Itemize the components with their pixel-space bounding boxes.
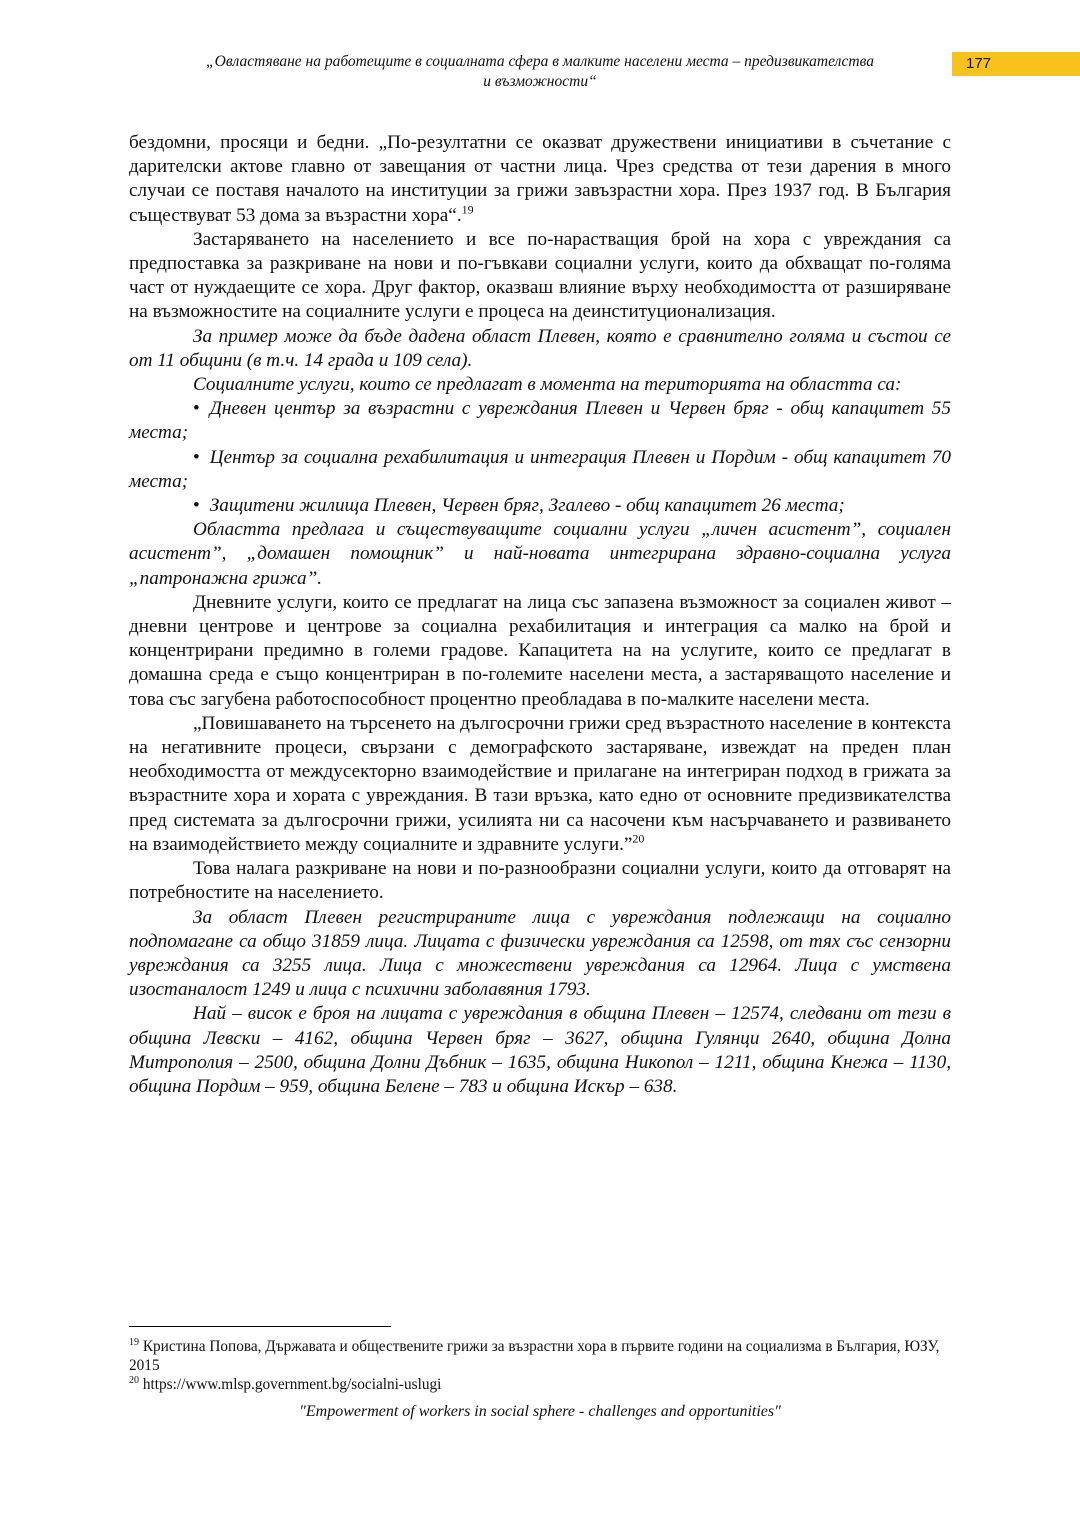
list-item-text: Защитени жилища Плевен, Червен бряг, Згалево - общ капацитет 26 места;: [209, 495, 845, 517]
footnote-text: Кристина Попова, Държавата и обществените грижи за възрастни хора в първите години на социализма в България, ЮЗУ, 2015: [129, 1338, 940, 1374]
paragraph: Областта предлага и съществуващите социални услуги „личен асистент”, социален асистент”, „домашен помощник” и най-новата интегрирана здравно-социална услуга „патронажна грижа”.: [129, 519, 951, 589]
list-item-text: Център за социална рехабилитация и интеграция Плевен и Пордим - общ капацитет 70 места;: [129, 446, 951, 492]
running-header: [120, 52, 960, 92]
paragraph-text: бездомни, просяци и бедни. „По-резултатни се оказват дружествени инициативи в съчетание с дарителски актове главно от завещания от частни лица. Чрез средства от тези дарения в много случаи се поставя началото на институции за грижи завъзрастни хора. През 1937 год. В България съществуват 53 дома за възрастни хора“.: [129, 132, 951, 226]
paragraph: [129, 712, 951, 857]
paragraph: Дневните услуги, които се предлагат на лица със запазена възможност за социален живот – дневни центрове и центрове за социална рехабилитация и интеграция са малко на брой и концентрирани предимно в големи градове. Капацитета на на услугите, които се предлагат в домашна среда е също концентриран в по-големите населени места, а застаряващото население и това със загубена работоспособност процентно преобладава в по-малките населени места.: [129, 591, 951, 710]
footnote-number: 19: [129, 1336, 139, 1348]
paragraph: Застаряването на населението и все по-нарастващия брой на хора с увреждания са предпоставка за разкриване на нови и по-гъвкави социални услуги, които да обхващат по-голяма част от нуждаещите се хора. Друг фактор, оказваш влияние върху необходимостта от разширяване на възможностите на социалните услуги е процеса на деинституционализация.: [129, 228, 951, 323]
footnotes: [129, 1337, 951, 1394]
footnote-link[interactable]: https://www.mlsp.government.bg/socialni-uslugi: [139, 1376, 442, 1393]
paragraph: Това налага разкриване на нови и по-разнообразни социални услуги, които да отговарят на потребностите на населението.: [129, 858, 951, 904]
footnote-divider: [129, 1326, 391, 1327]
list-item-text: Дневен център за възрастни с увреждания Плевен и Червен бряг - общ капацитет 55 места;: [129, 398, 951, 444]
bullet-icon: •: [193, 495, 200, 517]
footnote-19: [129, 1337, 951, 1375]
paragraph: Социалните услуги, които се предлагат в момента на територията на областта са:: [193, 374, 902, 396]
bullet-icon: •: [193, 398, 200, 420]
bullet-icon: •: [193, 446, 200, 468]
list-item: [129, 446, 951, 494]
list-item: [129, 397, 951, 445]
paragraph: За област Плевен регистрираните лица с увреждания подлежащи на социално подпомагане са общо 31859 лица. Лицата с физически увреждания са 12598, от тях със сензорни увреждания са 3255 лица. Лица с множествени увреждания са 12964. Лица с умствена изостаналост 1249 и лица с психични заболавяния 1793.: [129, 906, 951, 1001]
paragraph: [129, 131, 951, 228]
paragraph: Най – висок е броя на лицата с увреждания в община Плевен – 12574, следвани от тези в община Левски – 4162, община Червен бряг – 3627, община Гулянци 2640, община Долна Митрополия – 2500, община Долни Дъбник – 1635, община Никопол – 1211, община Кнежа – 1130, община Пордим – 959, община Белене – 783 и община Искър – 638.: [129, 1003, 951, 1097]
page-body: [129, 131, 951, 1099]
footnote-number: 20: [129, 1374, 139, 1386]
footnote-ref[interactable]: 19: [461, 202, 474, 217]
footnote-ref[interactable]: 20: [632, 831, 645, 846]
running-footer: "Empowerment of workers in social sphere - challenges and opportunities": [299, 1403, 781, 1420]
header-title-line2: и възможности“: [483, 73, 597, 90]
header-title-line1: „Овластяване на работещите в социалната сфера в малките населени места – предизвикателства: [206, 53, 874, 70]
paragraph: За пример може да бъде дадена област Плевен, която е сравнително голяма и състои се от 11 общини (в т.ч. 14 града и 109 села).: [129, 325, 951, 371]
paragraph-text: „Повишаването на търсенето на дългосрочни грижи сред възрастното население в контекста на негативните процеси, свързани с демографското застаряване, извеждат на преден план необходимостта от междусекторно взаимодействие и прилагане на интегриран подход в грижата за възрастните хора и хората с увреждания. В тази връзка, като едно от основните предизвикателства пред системата за дългосрочни грижи, усилията ни са насочени към насърчаването и развиването на взаимодействието между социалните и здравните услуги.”: [129, 712, 951, 855]
footnote-20: [129, 1375, 951, 1394]
list-item: [129, 494, 951, 518]
page-number-badge: 177: [952, 52, 1080, 76]
